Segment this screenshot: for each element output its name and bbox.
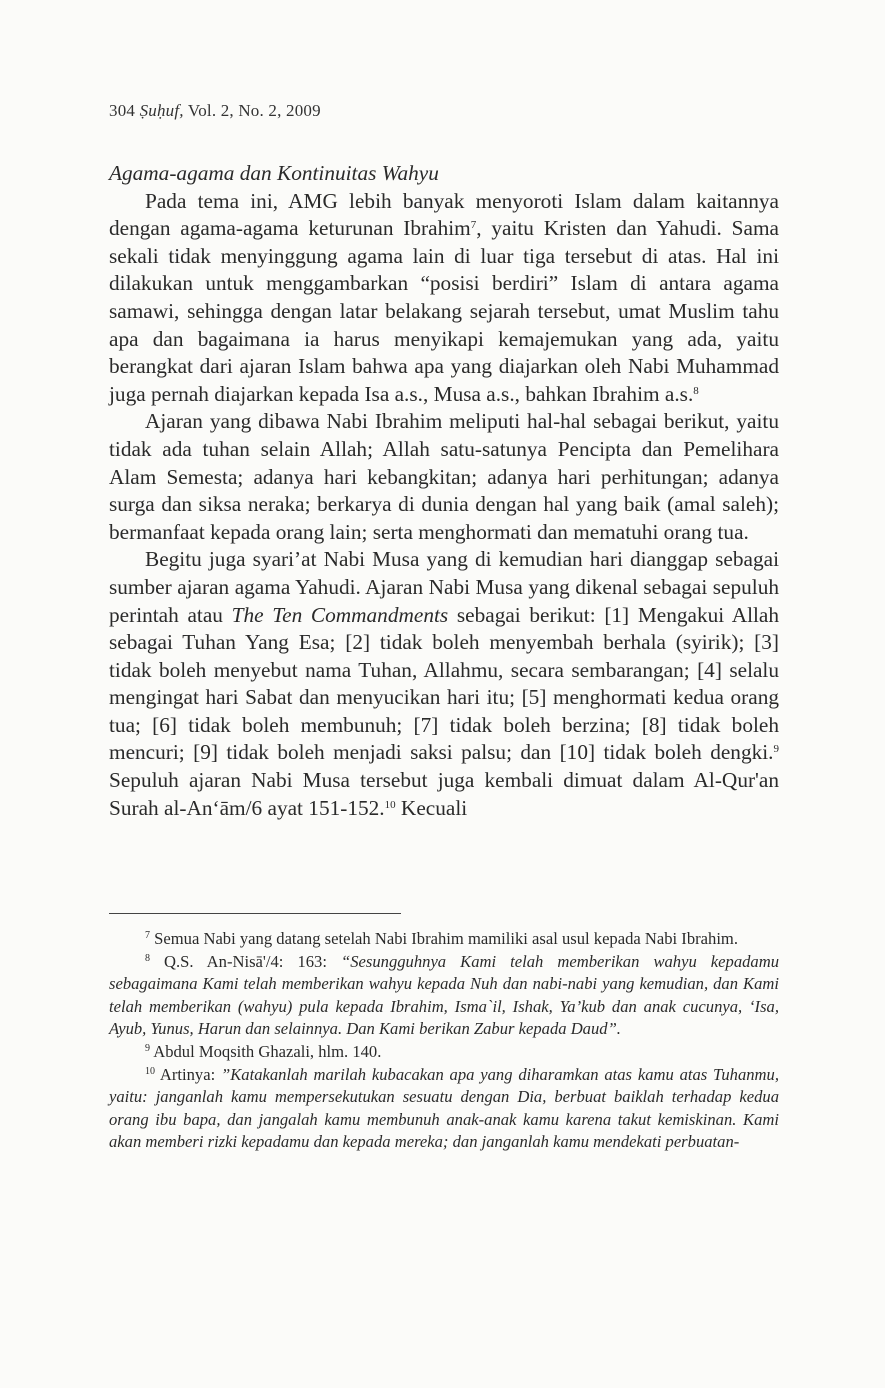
footnote-ref-9[interactable]: 9 <box>773 743 779 756</box>
footnotes <box>109 928 779 1154</box>
page-number: 304 <box>109 101 136 120</box>
footnote-mark: 8 <box>145 952 150 964</box>
footnote-mark: 10 <box>145 1065 155 1077</box>
footnote-ref-7[interactable]: 7 <box>470 219 477 232</box>
journal-name: Ṣuḥuf, <box>139 101 184 120</box>
footnote-quote: “Sesungguhnya Kami telah memberikan wahyu kepadamu sebagaimana Kami telah memberikan wahyu kepada Nuh dan nabi-nabi yang kemudian, dan Kami telah memberikan (wahyu) pula kepada Ibrahim, Isma`il, Ishak, Ya’kub dan anak cucunya, ‘Isa, Ayub, Yunus, Harun dan selainnya. Dan Kami berikan Zabur kepada Daud”. <box>109 951 780 1039</box>
paragraph-text: Sepuluh ajaran Nabi Musa tersebut juga kembali dimuat dalam Al-Qur'an Surah al-An‘ām/6 ayat 151-152. <box>109 768 779 820</box>
section-heading: Agama-agama dan Kontinuitas Wahyu <box>109 161 439 185</box>
paragraph-text: , yaitu Kristen dan Yahudi. Sama sekali tidak menyinggung agama lain di luar tiga tersebut di atas. Hal ini dilakukan untuk menggambarkan “posisi berdiri” Islam di antara agama samawi, sehingga dengan latar belakang sejarah tersebut, umat Muslim tahu apa dan bagaimana ia harus menyikapi kemajemukan yang ada, yaitu berangkat dari ajaran Islam bahwa apa yang diajarkan oleh Nabi Muhammad juga pernah diajarkan kepada Isa a.s., Musa a.s., bahkan Ibrahim a.s. <box>109 216 779 406</box>
footnote-mark: 7 <box>145 930 150 941</box>
footnote-divider <box>109 913 401 914</box>
paragraph-text: Pada tema ini, AMG lebih banyak menyoroti Islam dalam kaitannya dengan agama-agama keturunan Ibrahim <box>109 188 779 241</box>
footnote-text: Q.S. An-Nisā'/4: 163: <box>150 951 342 971</box>
footnote-mark: 9 <box>145 1042 150 1054</box>
footnote-text: Semua Nabi yang datang setelah Nabi Ibrahim mamiliki asal usul kepada Nabi Ibrahim. <box>150 929 738 948</box>
footnote-10 <box>109 1064 779 1154</box>
footnote-text: Artinya: <box>155 1064 222 1084</box>
main-text <box>109 160 779 822</box>
footnote-quote: ”Katakanlah marilah kubacakan apa yang diharamkan atas kamu atas Tuhanmu, yaitu: janganlah kamu mempersekutukan sesuatu dengan Dia, berbuat baiklah terhadap kedua orang ibu bapa, dan jangalah kamu membunuh anak-anak kamu karena takut kemiskinan. Kami akan memberi rizki kepadamu dan kepada mereka; dan janganlah kamu mendekati perbuatan- <box>109 1064 779 1152</box>
paragraph-text: sebagai berikut: [1] Mengakui Allah sebagai Tuhan Yang Esa; [2] tidak boleh menyembah berhala (syirik); [3] tidak boleh menyebut nama Tuhan, Allahmu, secara sembarangan; [4] selalu mengingat hari Sabat dan menyucikan hari itu; [5] menghormati kedua orang tua; [6] tidak boleh membunuh; [7] tidak boleh berzina; [8] tidak boleh mencuri; [9] tidak boleh menjadi saksi palsu; dan [10] tidak boleh dengki. <box>109 602 780 765</box>
footnote-ref-8[interactable]: 8 <box>693 384 699 397</box>
paragraph <box>109 546 779 822</box>
footnote-7 <box>109 928 779 951</box>
footnote-ref-10[interactable]: 10 <box>384 798 396 811</box>
volume-info: Vol. 2, No. 2, 2009 <box>187 101 321 120</box>
footnote-9 <box>109 1041 779 1064</box>
running-head <box>109 101 321 121</box>
paragraph <box>109 188 779 409</box>
paragraph-text: Kecuali <box>395 795 468 820</box>
footnote-text: Abdul Moqsith Ghazali, hlm. 140. <box>150 1041 382 1061</box>
paragraph <box>109 408 779 546</box>
paragraph-text: Ajaran yang dibawa Nabi Ibrahim meliputi hal-hal sebagai berikut, yaitu tidak ada tuhan selain Allah; Allah satu-satunya Pencipta dan Pemelihara Alam Semesta; adanya hari kebangkitan; adanya hari perhitungan; adanya surga dan siksa neraka; berkarya di dunia dengan hal yang baik (amal saleh); bermanfaat kepada orang lain; serta menghormati dan mematuhi orang tua. <box>109 409 779 544</box>
footnote-8 <box>109 951 779 1041</box>
paragraph-text: Begitu juga syari’at Nabi Musa yang di kemudian hari dianggap sebagai sumber ajaran agama Yahudi. Ajaran Nabi Musa yang dikenal sebagai sepuluh perintah atau <box>109 547 779 627</box>
work-title: The Ten Commandments <box>231 602 449 627</box>
